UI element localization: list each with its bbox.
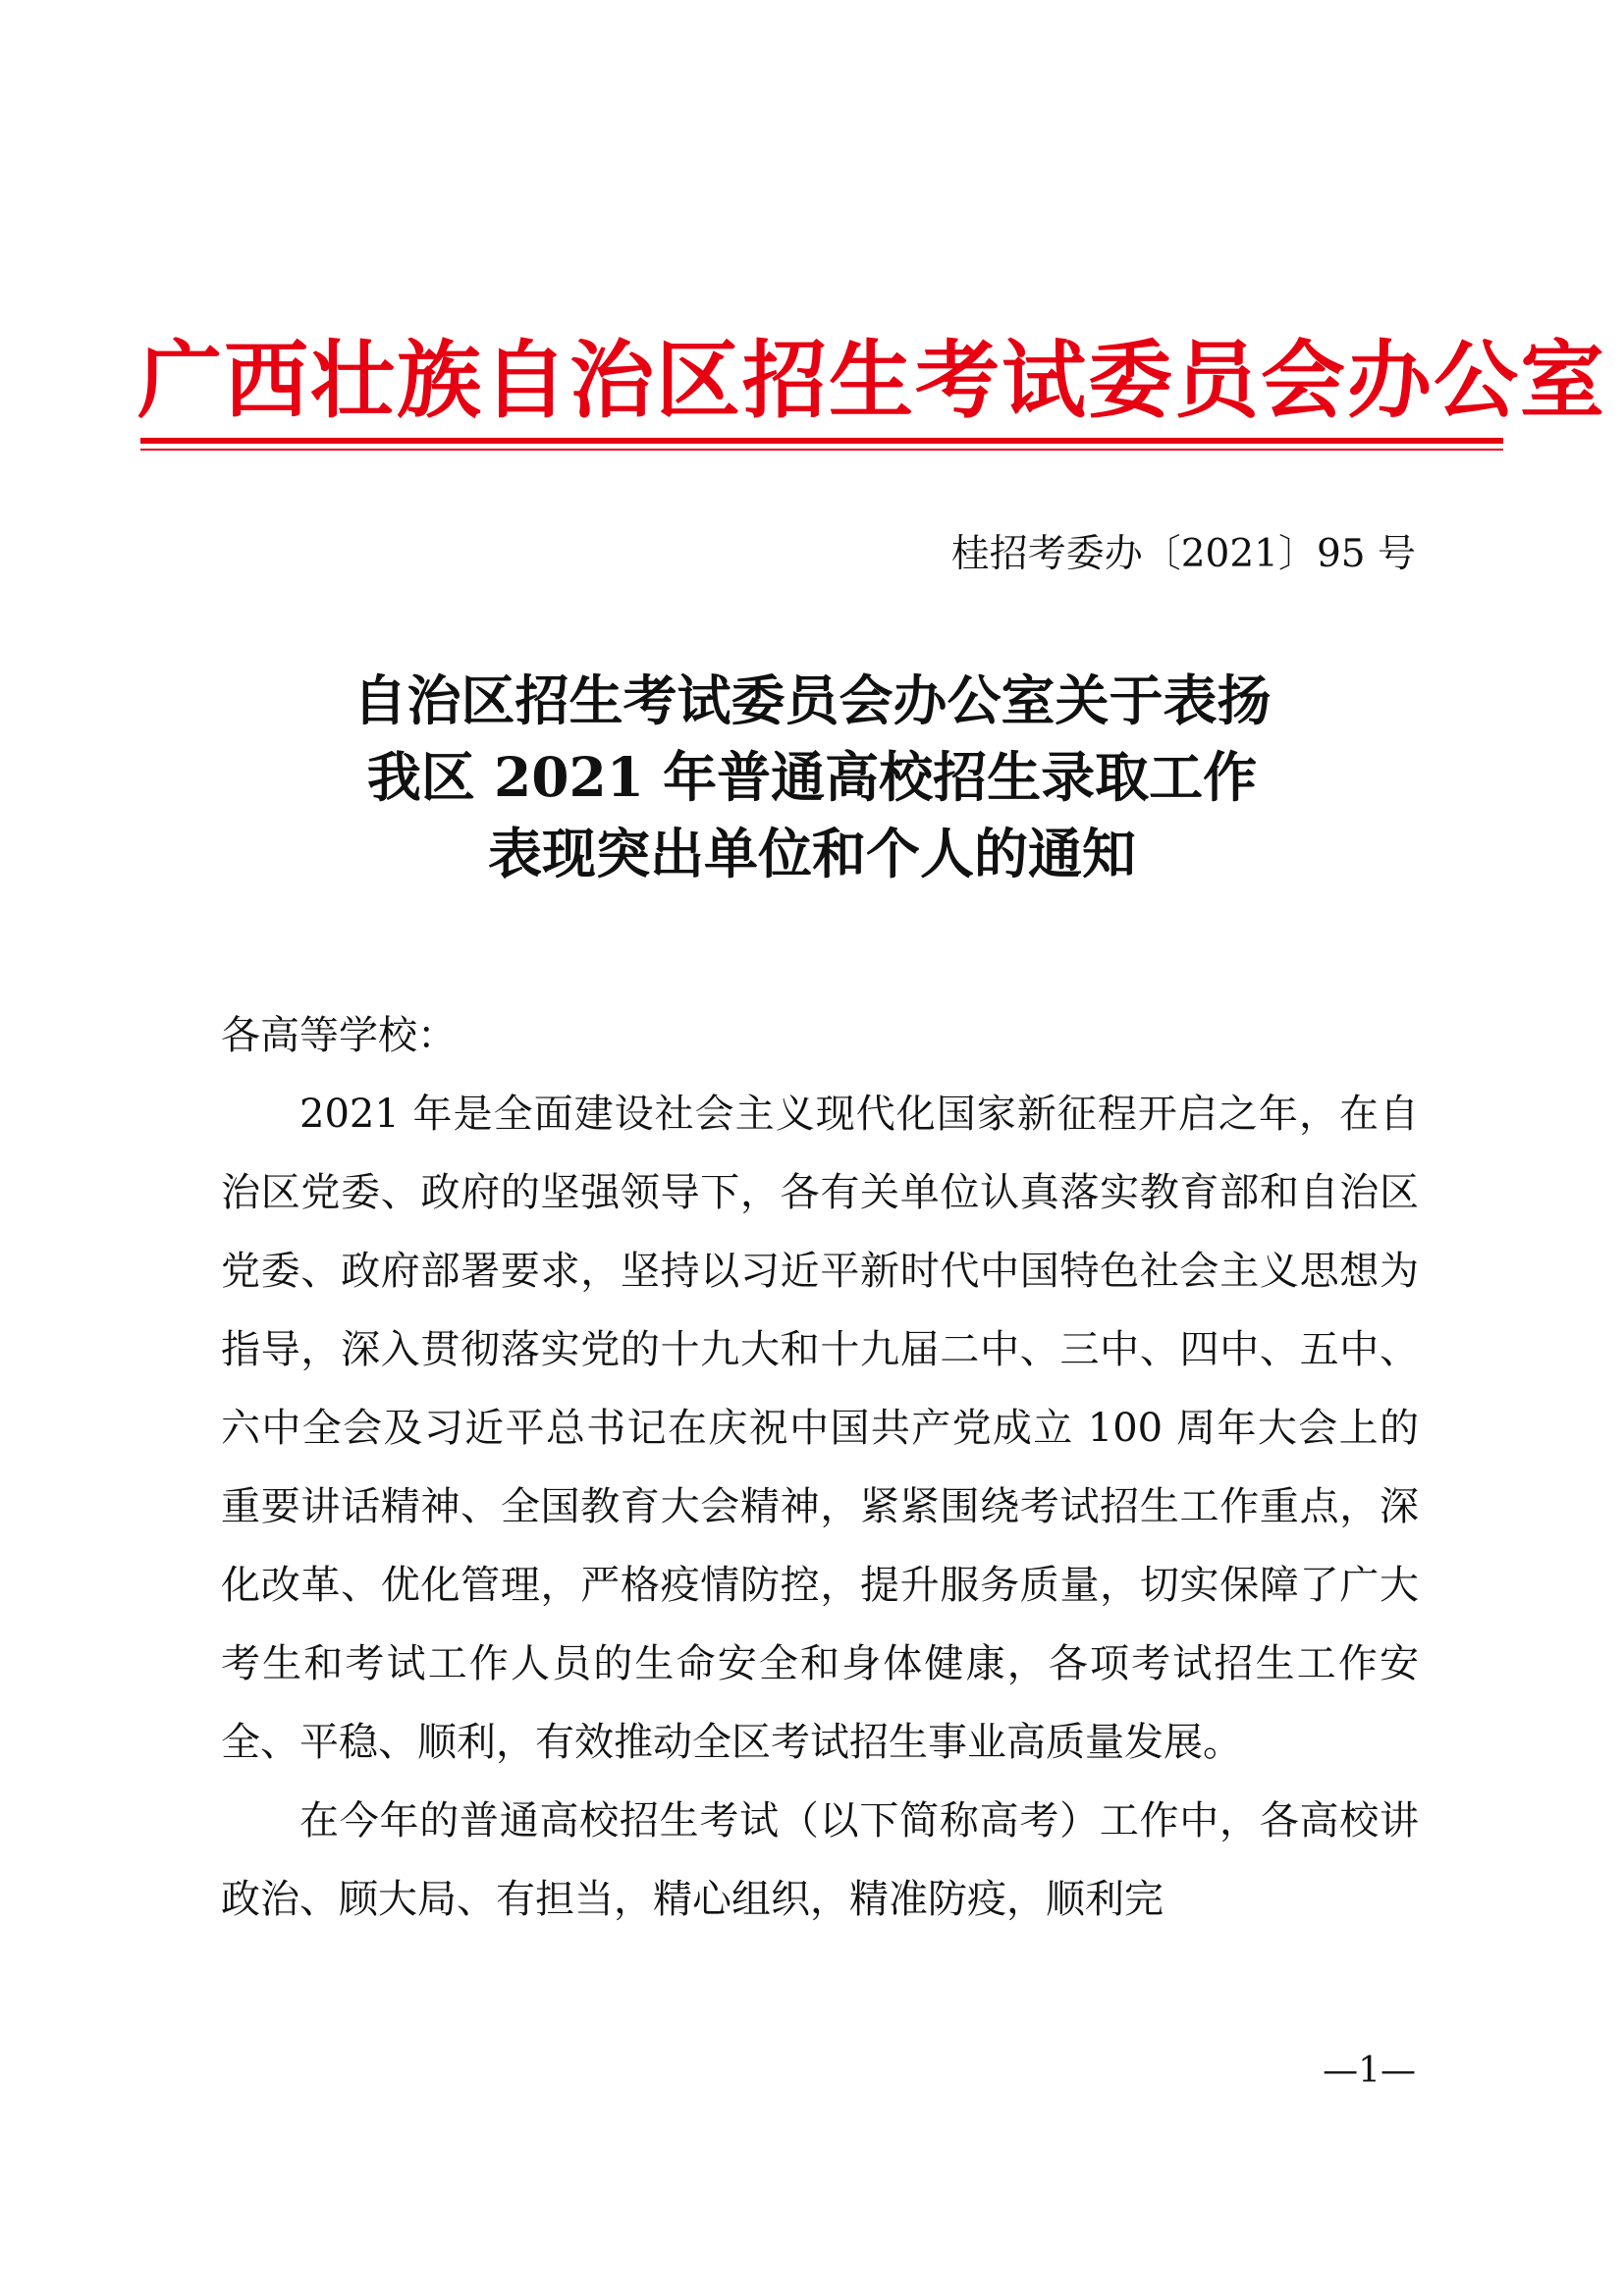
header-red-rule-thick <box>140 438 1503 444</box>
document-title-line: 表现突出单位和个人的通知 <box>487 822 1136 885</box>
document-number: 桂招考委办〔2021〕95 号 <box>950 532 1416 576</box>
organization-header: 广西壮族自治区招生考试委员会办公室 <box>137 331 1606 430</box>
document-title-line: 自治区招生考试委员会办公室关于表扬 <box>352 668 1272 732</box>
document-title <box>137 663 1487 892</box>
salutation: 各高等学校： <box>221 1013 457 1058</box>
header-red-rule-thin <box>140 449 1503 451</box>
document-body <box>221 996 1419 1939</box>
document-title-line: 我区 2021 年普通高校招生录取工作 <box>366 745 1258 809</box>
body-paragraph: 2021 年是全面建设社会主义现代化国家新征程开启之年，在自治区党委、政府的坚强领导下，各有关单位认真落实教育部和自治区党委、政府部署要求，坚持以习近平新时代中国特色社会主义思想为指导，深入贯彻落实党的十九大和十九届二中、三中、四中、五中、六中全会及习近平总书记在庆祝中国共产党成立 100 周年大会上的重要讲话精神、全国教育大会精神，紧紧围绕考试招生工作重点，深化改革、优化管理，严格疫情防控，提升服务质量，切实保障了广大考生和考试工作人员的生命安全和身体健康，各项考试招生工作安全、平稳、顺利，有效推动全区考试招生事业高质量发展。 <box>221 1092 1419 1765</box>
body-paragraph: 在今年的普通高校招生考试（以下简称高考）工作中，各高校讲政治、顾大局、有担当，精心组织，精准防疫，顺利完 <box>221 1798 1419 1922</box>
page-number: —1— <box>1323 2051 1416 2091</box>
